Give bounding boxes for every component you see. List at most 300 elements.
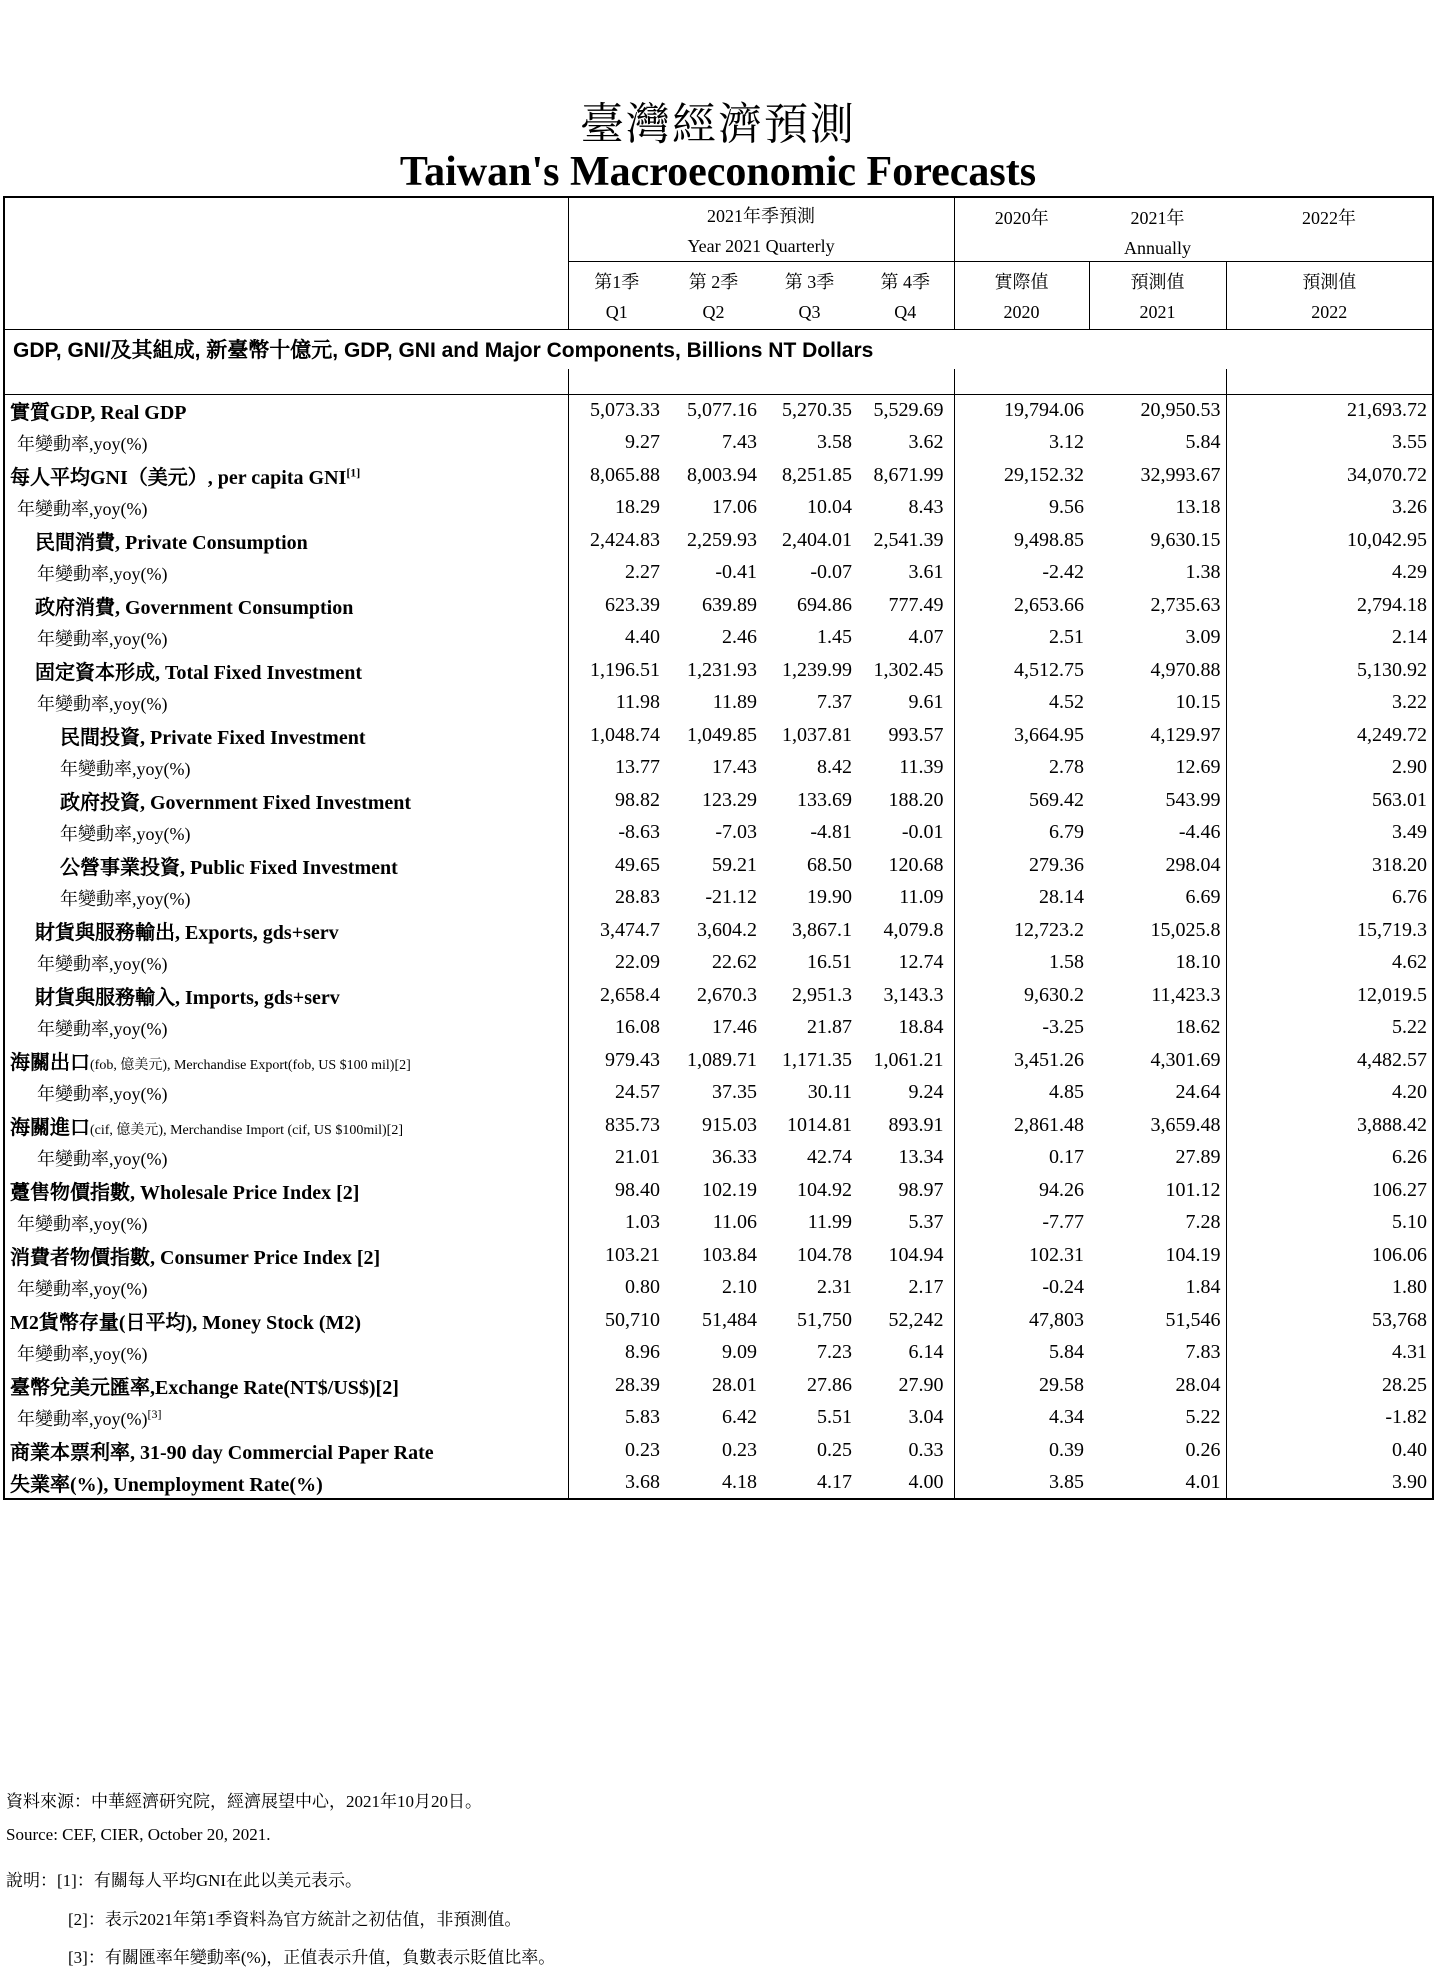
row-label bbox=[4, 1272, 568, 1305]
quarter-col-3 bbox=[762, 261, 857, 329]
cell-value: 5,270.35 bbox=[782, 399, 852, 421]
cell-value: 694.86 bbox=[797, 593, 852, 616]
spacer bbox=[568, 369, 954, 394]
cell-value: 4.40 bbox=[568, 622, 665, 655]
cell-value: 50,710 bbox=[568, 1304, 665, 1337]
cell-value: 133.69 bbox=[797, 788, 852, 811]
cell-value: 6.69 bbox=[1185, 886, 1221, 909]
cell-value: 3.68 bbox=[568, 1467, 665, 1500]
row-label-text: 民間投資, Private Fixed Investment bbox=[60, 726, 366, 749]
cell-value: 2.31 bbox=[817, 1276, 852, 1299]
table-row bbox=[4, 1402, 1433, 1435]
cell-value: 4,249.72 bbox=[1226, 719, 1433, 752]
cell-value: 104.92 bbox=[797, 1178, 852, 1201]
cell-value: 13.77 bbox=[568, 752, 665, 785]
cell-value: 18.62 bbox=[1175, 1016, 1221, 1039]
table-row bbox=[4, 1239, 1433, 1272]
table-row bbox=[4, 849, 1433, 882]
annually-label: Annually bbox=[1124, 238, 1192, 258]
annual-col-3-zh: 預測值 bbox=[1302, 271, 1357, 292]
cell-value: 49.65 bbox=[568, 849, 665, 882]
table-row bbox=[4, 1272, 1433, 1305]
cell-value: 11.89 bbox=[712, 691, 757, 714]
cell-value: -3.25 bbox=[954, 1012, 1089, 1045]
header-quarterly bbox=[568, 197, 954, 261]
cell-value: 103.21 bbox=[568, 1239, 665, 1272]
cell-value: 51,750 bbox=[797, 1308, 852, 1331]
cell-value: 3.09 bbox=[1185, 626, 1221, 649]
cell-value: 18.84 bbox=[898, 1016, 944, 1039]
cell-value: 8.43 bbox=[908, 496, 944, 519]
row-label bbox=[4, 1434, 568, 1467]
cell-value: 279.36 bbox=[954, 849, 1089, 882]
row-label-text: 年變動率,yoy(%) bbox=[17, 433, 148, 454]
cell-value: 5,077.16 bbox=[687, 399, 757, 421]
cell-value: 835.73 bbox=[568, 1109, 665, 1142]
cell-value: 12,723.2 bbox=[954, 914, 1089, 947]
cell-value: 12.69 bbox=[1175, 756, 1221, 779]
table-row bbox=[4, 492, 1433, 525]
row-label bbox=[4, 459, 568, 492]
cell-value: 623.39 bbox=[568, 589, 665, 622]
cell-value: 16.08 bbox=[568, 1012, 665, 1045]
cell-value: 21.87 bbox=[807, 1016, 852, 1039]
cell-value: 28.39 bbox=[568, 1369, 665, 1402]
cell-value: 19.90 bbox=[807, 886, 852, 909]
annual-col-2 bbox=[1089, 261, 1226, 329]
row-label-text: 海關進口 bbox=[10, 1116, 90, 1139]
cell-value: 5,529.69 bbox=[873, 399, 944, 421]
cell-value: -7.77 bbox=[954, 1207, 1089, 1240]
table-row bbox=[4, 752, 1433, 785]
cell-value: 94.26 bbox=[954, 1174, 1089, 1207]
cell-value: 4,482.57 bbox=[1226, 1044, 1433, 1077]
row-label bbox=[4, 589, 568, 622]
cell-value: 915.03 bbox=[702, 1113, 757, 1136]
cell-value: 9.24 bbox=[908, 1081, 944, 1104]
cell-value: 298.04 bbox=[1165, 853, 1221, 876]
cell-value: 7.37 bbox=[817, 691, 852, 714]
cell-value: 4.85 bbox=[954, 1077, 1089, 1110]
cell-value: 5.84 bbox=[1185, 431, 1221, 454]
cell-value: 5.51 bbox=[817, 1406, 852, 1429]
row-label bbox=[4, 1142, 568, 1175]
row-label bbox=[4, 1077, 568, 1110]
row-label-text: 商業本票利率, 31-90 day Commercial Paper Rate bbox=[10, 1441, 434, 1464]
cell-value: 9,630.2 bbox=[954, 979, 1089, 1012]
table-row bbox=[4, 557, 1433, 590]
cell-value: -8.63 bbox=[568, 817, 665, 850]
cell-value: 7.23 bbox=[817, 1341, 852, 1364]
cell-value: 3,888.42 bbox=[1226, 1109, 1433, 1142]
cell-value: 22.09 bbox=[568, 947, 665, 980]
row-label bbox=[4, 914, 568, 947]
quarter-col-1-zh: 第1季 bbox=[594, 271, 640, 292]
cell-value: 30.11 bbox=[807, 1081, 852, 1104]
row-label bbox=[4, 394, 568, 427]
source-zh: 資料來源：中華經濟研究院，經濟展望中心，2021年10月20日。 bbox=[6, 1792, 482, 1811]
row-label bbox=[4, 1044, 568, 1077]
table-row bbox=[4, 1174, 1433, 1207]
cell-value: 28.25 bbox=[1226, 1369, 1433, 1402]
cell-value: 9.09 bbox=[722, 1341, 757, 1364]
cell-value: 3.58 bbox=[817, 431, 852, 454]
cell-value: 2.46 bbox=[722, 626, 757, 649]
cell-value: 3.61 bbox=[908, 561, 944, 584]
cell-value: 4,970.88 bbox=[1150, 658, 1221, 681]
cell-value: 2,424.83 bbox=[568, 524, 665, 557]
cell-value: 0.23 bbox=[568, 1434, 665, 1467]
cell-value: 28.01 bbox=[712, 1373, 757, 1396]
cell-value: 8,251.85 bbox=[782, 463, 852, 486]
cell-value: 2,259.93 bbox=[687, 528, 757, 551]
cell-value: 1.38 bbox=[1185, 561, 1221, 584]
cell-value: 1,196.51 bbox=[568, 654, 665, 687]
cell-value: 2.78 bbox=[954, 752, 1089, 785]
cell-value: 52,242 bbox=[888, 1308, 944, 1331]
footnote-ref: [3] bbox=[147, 1406, 162, 1421]
cell-value: 13.34 bbox=[898, 1146, 944, 1169]
cell-value: 1.03 bbox=[568, 1207, 665, 1240]
cell-value: 11.39 bbox=[899, 756, 944, 779]
table-row bbox=[4, 622, 1433, 655]
cell-value: 2,658.4 bbox=[568, 979, 665, 1012]
table-row bbox=[4, 1337, 1433, 1370]
cell-value: -0.01 bbox=[901, 821, 944, 844]
cell-value: 5.22 bbox=[1226, 1012, 1433, 1045]
table-row bbox=[4, 914, 1433, 947]
spacer bbox=[954, 369, 1226, 394]
cell-value: 8,671.99 bbox=[873, 463, 944, 486]
cell-value: 0.39 bbox=[954, 1434, 1089, 1467]
table-row bbox=[4, 979, 1433, 1012]
quarter-col-2-en: Q2 bbox=[702, 301, 725, 322]
quarter-col-3-zh: 第 3季 bbox=[784, 271, 835, 292]
cell-value: 9.27 bbox=[568, 427, 665, 460]
cell-value: 5.10 bbox=[1226, 1207, 1433, 1240]
cell-value: 104.19 bbox=[1165, 1243, 1221, 1266]
cell-value: 1,089.71 bbox=[687, 1048, 757, 1071]
cell-value: 101.12 bbox=[1165, 1178, 1221, 1201]
cell-value: 4.31 bbox=[1226, 1337, 1433, 1370]
table-row bbox=[4, 1304, 1433, 1337]
cell-value: 106.27 bbox=[1226, 1174, 1433, 1207]
cell-value: 4.29 bbox=[1226, 557, 1433, 590]
cell-value: 1.45 bbox=[817, 626, 852, 649]
cell-value: 3.62 bbox=[908, 431, 944, 454]
row-label-text: 躉售物價指數, Wholesale Price Index [2] bbox=[10, 1181, 360, 1204]
cell-value: 0.23 bbox=[722, 1438, 757, 1461]
cell-value: 4.52 bbox=[954, 687, 1089, 720]
row-label-text: 年變動率,yoy(%) bbox=[37, 563, 168, 584]
row-label-text: 年變動率,yoy(%) bbox=[60, 758, 191, 779]
cell-value: 3.55 bbox=[1226, 427, 1433, 460]
quarter-col-1 bbox=[568, 261, 665, 329]
row-label bbox=[4, 687, 568, 720]
cell-value: 2,861.48 bbox=[954, 1109, 1089, 1142]
row-label bbox=[4, 1369, 568, 1402]
table-row bbox=[4, 459, 1433, 492]
cell-value: 5,073.33 bbox=[568, 394, 665, 427]
cell-value: 17.06 bbox=[712, 496, 757, 519]
footnote-ref: [1] bbox=[346, 465, 361, 480]
cell-value: 0.80 bbox=[568, 1272, 665, 1305]
row-label bbox=[4, 557, 568, 590]
header-year-2022: 2022年 bbox=[1226, 197, 1433, 261]
cell-value: 8,003.94 bbox=[687, 463, 757, 486]
cell-value: 27.86 bbox=[807, 1373, 852, 1396]
cell-value: 3,451.26 bbox=[954, 1044, 1089, 1077]
table-row bbox=[4, 1077, 1433, 1110]
cell-value: 6.14 bbox=[908, 1341, 944, 1364]
row-label-text: 年變動率,yoy(%) bbox=[17, 498, 148, 519]
row-label bbox=[4, 979, 568, 1012]
quarterly-title-zh: 2021年季預測 bbox=[707, 205, 815, 226]
row-label bbox=[4, 654, 568, 687]
row-label bbox=[4, 1174, 568, 1207]
cell-value: 11.99 bbox=[807, 1211, 852, 1234]
cell-value: 29,152.32 bbox=[954, 459, 1089, 492]
table-row bbox=[4, 654, 1433, 687]
row-label bbox=[4, 1109, 568, 1142]
cell-value: 3.90 bbox=[1226, 1467, 1433, 1500]
cell-value: 13.18 bbox=[1175, 496, 1221, 519]
cell-value: 5.83 bbox=[568, 1402, 665, 1435]
cell-value: 1,037.81 bbox=[782, 723, 852, 746]
row-label-text: 海關出口 bbox=[10, 1051, 90, 1074]
cell-value: 120.68 bbox=[888, 853, 944, 876]
cell-value: 543.99 bbox=[1165, 788, 1221, 811]
cell-value: 11,423.3 bbox=[1151, 983, 1221, 1006]
cell-value: 4.00 bbox=[857, 1467, 954, 1500]
annual-col-2-en: 2021 bbox=[1139, 301, 1176, 322]
cell-value: 5.84 bbox=[954, 1337, 1089, 1370]
cell-value: 21.01 bbox=[568, 1142, 665, 1175]
row-label-text: 民間消費, Private Consumption bbox=[35, 531, 308, 554]
row-label bbox=[4, 427, 568, 460]
header-blank bbox=[4, 197, 568, 329]
spacer bbox=[1226, 369, 1433, 394]
cell-value: 4.20 bbox=[1226, 1077, 1433, 1110]
cell-value: 8.42 bbox=[817, 756, 852, 779]
row-label bbox=[4, 719, 568, 752]
cell-value: 104.78 bbox=[797, 1243, 852, 1266]
row-label bbox=[4, 524, 568, 557]
quarter-col-4-en: Q4 bbox=[894, 301, 917, 322]
cell-value: 2.51 bbox=[954, 622, 1089, 655]
header-annual-center bbox=[1089, 197, 1226, 261]
table-row bbox=[4, 524, 1433, 557]
cell-value: 104.94 bbox=[888, 1243, 944, 1266]
cell-value: 7.43 bbox=[722, 431, 757, 454]
cell-value: 7.83 bbox=[1185, 1341, 1221, 1364]
cell-value: 21,693.72 bbox=[1226, 394, 1433, 427]
cell-value: 893.91 bbox=[888, 1113, 944, 1136]
cell-value: 11.98 bbox=[568, 687, 665, 720]
cell-value: 6.42 bbox=[722, 1406, 757, 1429]
cell-value: 4.18 bbox=[665, 1467, 762, 1500]
cell-value: 2,794.18 bbox=[1226, 589, 1433, 622]
table-row bbox=[4, 1044, 1433, 1077]
cell-value: 4,301.69 bbox=[1150, 1048, 1221, 1071]
row-label bbox=[4, 752, 568, 785]
table-row bbox=[4, 1467, 1433, 1500]
section-label: GDP, GNI/及其組成, 新臺幣十億元, GDP, GNI and Major Components, Billions NT Dollars bbox=[4, 329, 1433, 369]
cell-value: 12.74 bbox=[898, 951, 944, 974]
forecast-table bbox=[3, 196, 1434, 1500]
cell-value: 16.51 bbox=[807, 951, 852, 974]
row-label bbox=[4, 817, 568, 850]
cell-value: 6.79 bbox=[954, 817, 1089, 850]
cell-value: 27.89 bbox=[1175, 1146, 1221, 1169]
cell-value: 4,129.97 bbox=[1150, 723, 1221, 746]
year-2021: 2021年 bbox=[1130, 208, 1185, 228]
row-label bbox=[4, 1337, 568, 1370]
cell-value: 569.42 bbox=[954, 784, 1089, 817]
cell-value: 68.50 bbox=[807, 853, 852, 876]
header-year-2020: 2020年 bbox=[954, 197, 1089, 261]
row-label-text: 財貨與服務輸出, Exports, gds+serv bbox=[35, 921, 339, 944]
table-row bbox=[4, 1369, 1433, 1402]
note-3: [3]：有關匯率年變動率(%)，正值表示升值，負數表示貶值比率。 bbox=[68, 1948, 556, 1967]
cell-value: 10,042.95 bbox=[1226, 524, 1433, 557]
cell-value: 4.17 bbox=[762, 1467, 857, 1500]
cell-value: 3,867.1 bbox=[792, 918, 852, 941]
row-label-text: 年變動率,yoy(%) bbox=[37, 1018, 168, 1039]
row-label-text: 失業率(%), Unemployment Rate(%) bbox=[10, 1473, 323, 1496]
cell-value: 2,653.66 bbox=[954, 589, 1089, 622]
cell-value: 4.34 bbox=[954, 1402, 1089, 1435]
cell-value: 3,143.3 bbox=[883, 983, 944, 1006]
quarter-col-4 bbox=[857, 261, 954, 329]
cell-value: 102.19 bbox=[702, 1178, 757, 1201]
cell-value: 1.84 bbox=[1185, 1276, 1221, 1299]
table-row bbox=[4, 817, 1433, 850]
cell-value: 3,659.48 bbox=[1150, 1113, 1221, 1136]
cell-value: 1,048.74 bbox=[568, 719, 665, 752]
cell-value: 29.58 bbox=[954, 1369, 1089, 1402]
note-1: 說明：[1]：有關每人平均GNI在此以美元表示。 bbox=[6, 1871, 363, 1890]
row-label-detail: (cif, 億美元), Merchandise Import (cif, US $100mil)[2] bbox=[90, 1122, 403, 1138]
cell-value: 2.17 bbox=[908, 1276, 944, 1299]
cell-value: 28.04 bbox=[1175, 1373, 1221, 1396]
cell-value: 6.76 bbox=[1226, 882, 1433, 915]
cell-value: 9.56 bbox=[954, 492, 1089, 525]
cell-value: 3.26 bbox=[1226, 492, 1433, 525]
cell-value: 777.49 bbox=[888, 593, 944, 616]
cell-value: 6.26 bbox=[1226, 1142, 1433, 1175]
quarter-col-2 bbox=[665, 261, 762, 329]
cell-value: 1014.81 bbox=[787, 1113, 852, 1136]
row-label bbox=[4, 784, 568, 817]
row-label-text: 消費者物價指數, Consumer Price Index [2] bbox=[10, 1246, 381, 1269]
cell-value: 32,993.67 bbox=[1140, 463, 1221, 486]
cell-value: 3,604.2 bbox=[697, 918, 757, 941]
annual-col-1-en: 2020 bbox=[1003, 301, 1040, 322]
cell-value: 102.31 bbox=[954, 1239, 1089, 1272]
cell-value: 20,950.53 bbox=[1140, 399, 1221, 421]
page-title-zh: 臺灣經濟預測 bbox=[580, 100, 856, 149]
row-label-text: 年變動率,yoy(%) bbox=[60, 823, 191, 844]
row-label-text: 年變動率,yoy(%) bbox=[37, 953, 168, 974]
row-label-text: 固定資本形成, Total Fixed Investment bbox=[35, 661, 363, 684]
row-label-text: 年變動率,yoy(%) bbox=[37, 1083, 168, 1104]
cell-value: 3,474.7 bbox=[568, 914, 665, 947]
cell-value: 47,803 bbox=[954, 1304, 1089, 1337]
cell-value: 27.90 bbox=[898, 1373, 944, 1396]
cell-value: 563.01 bbox=[1226, 784, 1433, 817]
cell-value: 979.43 bbox=[568, 1044, 665, 1077]
cell-value: 1,061.21 bbox=[873, 1048, 944, 1071]
cell-value: 4,079.8 bbox=[883, 918, 944, 941]
row-label-text: 臺幣兌美元匯率,Exchange Rate(NT$/US$)[2] bbox=[10, 1376, 399, 1399]
cell-value: 17.46 bbox=[712, 1016, 757, 1039]
cell-value: 318.20 bbox=[1226, 849, 1433, 882]
cell-value: 2,541.39 bbox=[873, 528, 944, 551]
row-label-text: 年變動率,yoy(%) bbox=[17, 1408, 148, 1429]
cell-value: 1.80 bbox=[1226, 1272, 1433, 1305]
cell-value: -0.24 bbox=[954, 1272, 1089, 1305]
cell-value: 7.28 bbox=[1185, 1211, 1221, 1234]
row-label bbox=[4, 1402, 568, 1435]
cell-value: 9,498.85 bbox=[954, 524, 1089, 557]
cell-value: 2,951.3 bbox=[792, 983, 852, 1006]
quarterly-title-en: Year 2021 Quarterly bbox=[687, 235, 835, 256]
cell-value: 98.97 bbox=[898, 1178, 944, 1201]
cell-value: -7.03 bbox=[715, 821, 757, 844]
cell-value: 4.07 bbox=[908, 626, 944, 649]
row-label-text: 公營事業投資, Public Fixed Investment bbox=[60, 856, 398, 879]
row-label-text: M2貨幣存量(日平均), Money Stock (M2) bbox=[10, 1311, 362, 1334]
cell-value: 18.29 bbox=[568, 492, 665, 525]
cell-value: 22.62 bbox=[712, 951, 757, 974]
cell-value: 3.49 bbox=[1226, 817, 1433, 850]
cell-value: 106.06 bbox=[1226, 1239, 1433, 1272]
row-label bbox=[4, 1239, 568, 1272]
table-row bbox=[4, 1434, 1433, 1467]
cell-value: 0.17 bbox=[954, 1142, 1089, 1175]
cell-value: -0.07 bbox=[810, 561, 852, 584]
row-label bbox=[4, 622, 568, 655]
table-row bbox=[4, 719, 1433, 752]
row-label bbox=[4, 1012, 568, 1045]
cell-value: -0.41 bbox=[715, 561, 757, 584]
cell-value: 11.09 bbox=[899, 886, 944, 909]
cell-value: 8.96 bbox=[568, 1337, 665, 1370]
cell-value: 4.62 bbox=[1226, 947, 1433, 980]
row-label-detail: (fob, 億美元), Merchandise Export(fob, US $100 mil)[2] bbox=[90, 1057, 411, 1073]
quarter-col-1-en: Q1 bbox=[605, 301, 628, 322]
cell-value: 5.37 bbox=[908, 1211, 944, 1234]
cell-value: 37.35 bbox=[712, 1081, 757, 1104]
cell-value: 2,735.63 bbox=[1150, 593, 1221, 616]
cell-value: 18.10 bbox=[1175, 951, 1221, 974]
cell-value: 0.25 bbox=[817, 1438, 852, 1461]
cell-value: 17.43 bbox=[712, 756, 757, 779]
cell-value: 1.58 bbox=[954, 947, 1089, 980]
annual-col-3-en: 2022 bbox=[1311, 301, 1348, 322]
cell-value: 0.33 bbox=[908, 1438, 944, 1461]
cell-value: 188.20 bbox=[888, 788, 944, 811]
quarter-col-3-en: Q3 bbox=[798, 301, 821, 322]
page-title-en: Taiwan's Macroeconomic Forecasts bbox=[399, 149, 1037, 195]
cell-value: 2.90 bbox=[1226, 752, 1433, 785]
cell-value: 1,171.35 bbox=[782, 1048, 852, 1071]
row-label bbox=[4, 882, 568, 915]
annual-col-2-zh: 預測值 bbox=[1130, 271, 1185, 292]
cell-value: 1,302.45 bbox=[873, 658, 944, 681]
row-label bbox=[4, 1467, 568, 1500]
